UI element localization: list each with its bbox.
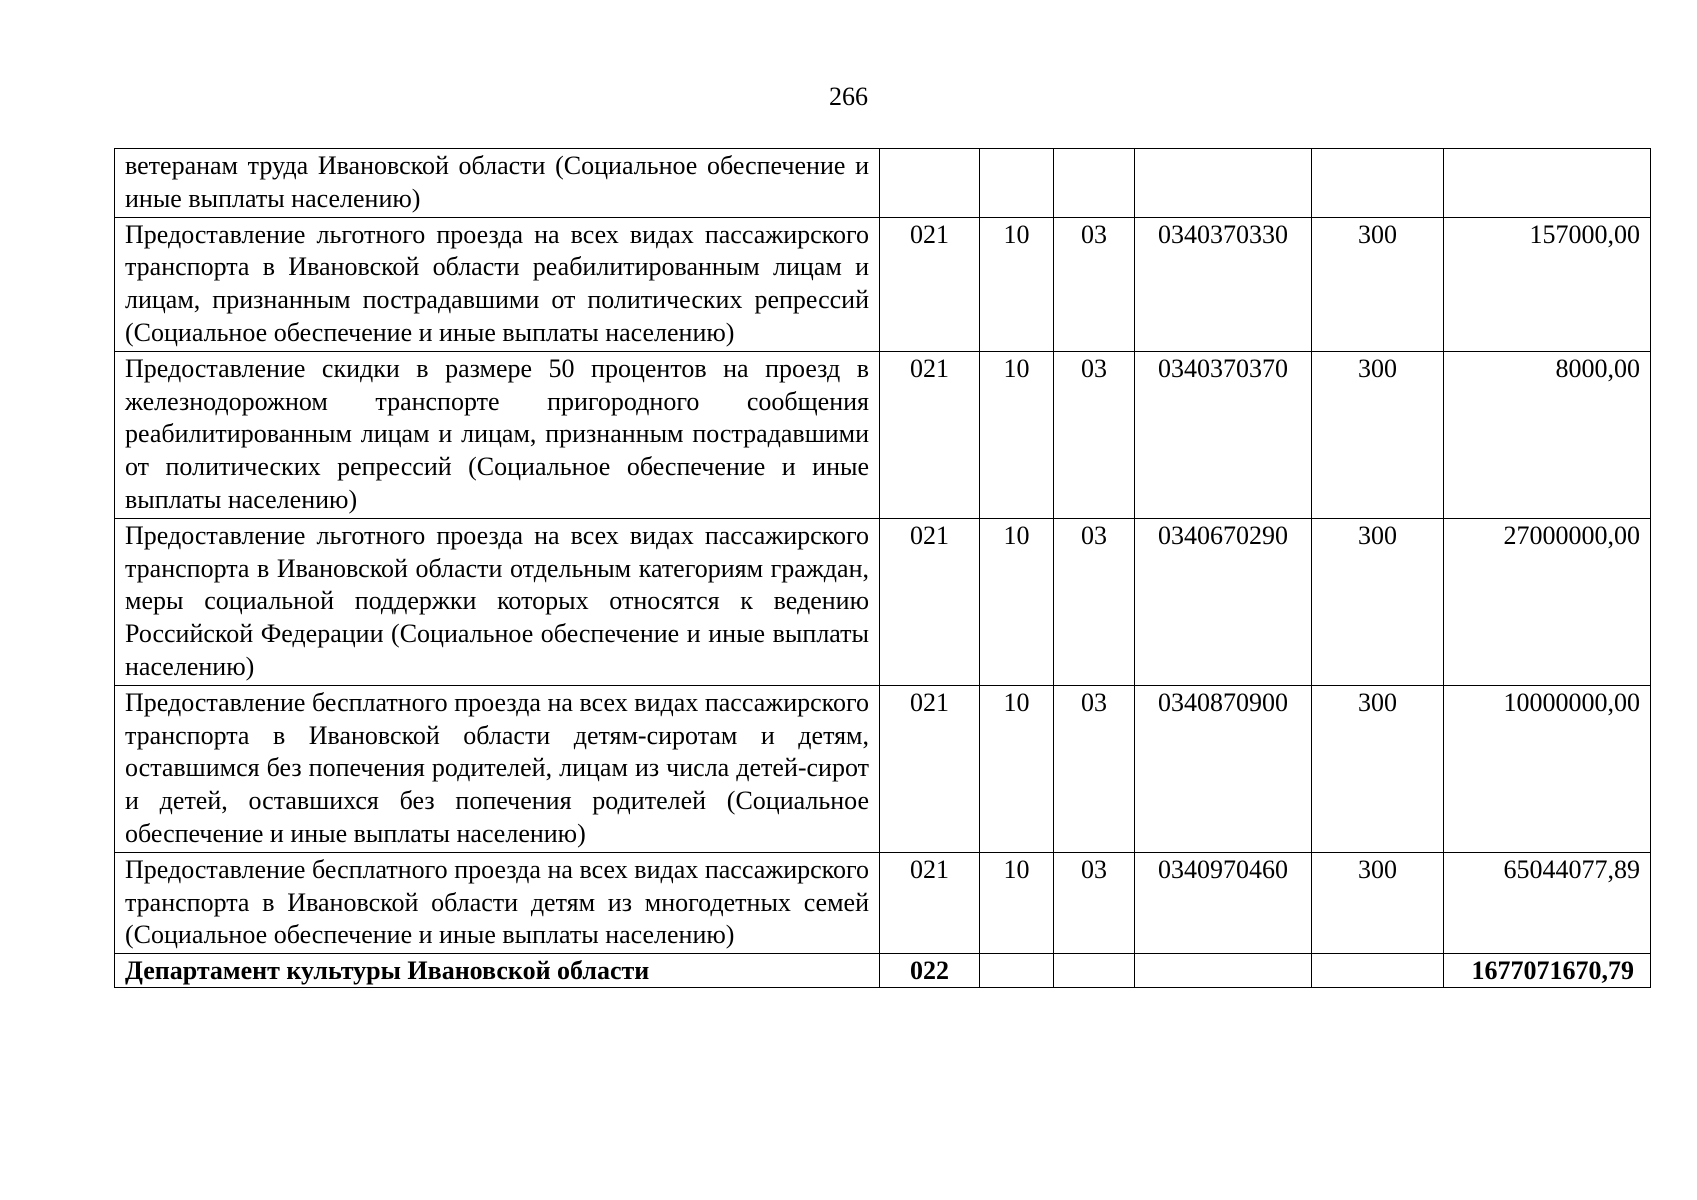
amount: 8000,00 [1444,351,1651,518]
table-row [115,217,1651,351]
department-name: Департамент культуры Ивановской области [115,954,880,988]
section-code [980,954,1054,988]
total-row [115,954,1651,988]
ministry-code [880,149,980,218]
expense-type-code: 300 [1312,351,1444,518]
subsection-code [1054,954,1135,988]
ministry-code: 021 [880,685,980,852]
table-row [115,518,1651,685]
row-description: Предоставление скидки в размере 50 процентов на проезд в железнодорожном транспорте пригородного сообщения реабилитированным лицам и лицам, признанным пострадавшими от политических репрессий (Социальное обеспечение и иные выплаты населению) [115,351,880,518]
expense-type-code: 300 [1312,852,1444,953]
subsection-code: 03 [1054,518,1135,685]
row-description: Предоставление льготного проезда на всех видах пассажирского транспорта в Ивановской области реабилитированным лицам и лицам, признанным пострадавшими от политических репрессий (Социальное обеспечение и иные выплаты населению) [115,217,880,351]
row-description: Предоставление бесплатного проезда на всех видах пассажирского транспорта в Ивановской области детям-сиротам и детям, оставшимся без попечения родителей, лицам из числа детей-сирот и детей, оставшихся без попечения родителей (Социальное обеспечение и иные выплаты населению) [115,685,880,852]
section-code: 10 [980,518,1054,685]
target-code [1135,954,1312,988]
expense-type-code: 300 [1312,518,1444,685]
ministry-code: 022 [880,954,980,988]
table-row [115,351,1651,518]
subsection-code: 03 [1054,217,1135,351]
expense-type-code: 300 [1312,685,1444,852]
amount: 10000000,00 [1444,685,1651,852]
table-row [115,852,1651,953]
section-code: 10 [980,217,1054,351]
budget-table [114,148,1651,988]
row-description: Предоставление льготного проезда на всех видах пассажирского транспорта в Ивановской области отдельным категориям граждан, меры социальной поддержки которых относятся к ведению Российской Федерации (Социальное обеспечение и иные выплаты населению) [115,518,880,685]
ministry-code: 021 [880,852,980,953]
amount: 27000000,00 [1444,518,1651,685]
subsection-code: 03 [1054,852,1135,953]
amount [1444,149,1651,218]
expense-type-code [1312,954,1444,988]
amount: 65044077,89 [1444,852,1651,953]
expense-type-code: 300 [1312,217,1444,351]
table-row [115,685,1651,852]
row-description: ветеранам труда Ивановской области (Социальное обеспечение и иные выплаты населению) [115,149,880,218]
section-code: 10 [980,852,1054,953]
target-code [1135,149,1312,218]
ministry-code: 021 [880,351,980,518]
target-code: 0340970460 [1135,852,1312,953]
row-description: Предоставление бесплатного проезда на всех видах пассажирского транспорта в Ивановской области детям из многодетных семей (Социальное обеспечение и иные выплаты населению) [115,852,880,953]
target-code: 0340870900 [1135,685,1312,852]
subsection-code: 03 [1054,685,1135,852]
table-row [115,149,1651,218]
subsection-code: 03 [1054,351,1135,518]
section-code [980,149,1054,218]
target-code: 0340370330 [1135,217,1312,351]
ministry-code: 021 [880,518,980,685]
target-code: 0340370370 [1135,351,1312,518]
page-number: 266 [829,82,868,111]
amount: 157000,00 [1444,217,1651,351]
target-code: 0340670290 [1135,518,1312,685]
subsection-code [1054,149,1135,218]
section-code: 10 [980,351,1054,518]
ministry-code: 021 [880,217,980,351]
section-code: 10 [980,685,1054,852]
total-amount: 1677071670,79 [1444,954,1651,988]
expense-type-code [1312,149,1444,218]
